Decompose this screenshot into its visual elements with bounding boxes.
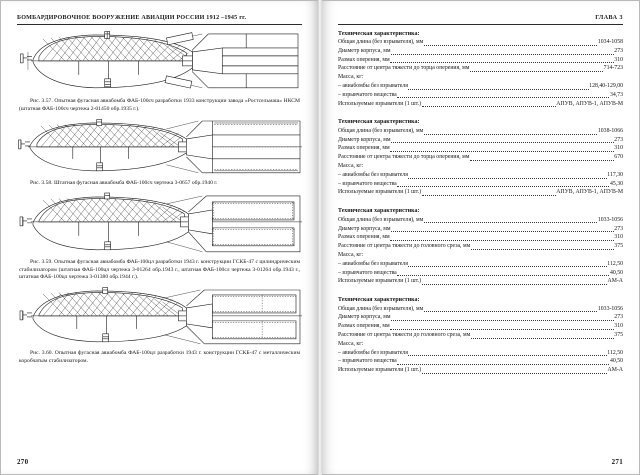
spec-value: 1038-1066 bbox=[597, 127, 623, 134]
spec-label: Размах оперения, мм bbox=[338, 145, 390, 152]
spec-leader-dots bbox=[390, 328, 614, 330]
spec-value: 273 bbox=[614, 47, 623, 54]
spec-label: Используемые взрыватели (1 шт.) bbox=[338, 367, 422, 374]
spec-row bbox=[338, 277, 623, 286]
running-head-right: ГЛАВА 3 bbox=[338, 15, 623, 25]
spec-row bbox=[338, 73, 623, 82]
spec-value: АМ-А bbox=[607, 367, 623, 374]
spec-leader-dots bbox=[391, 319, 614, 321]
spec-row bbox=[338, 153, 623, 162]
spec-block bbox=[338, 208, 623, 286]
spec-row bbox=[338, 366, 623, 375]
spec-leader-dots bbox=[424, 133, 598, 135]
spec-leader-dots bbox=[408, 354, 606, 356]
spec-label: Масса, кг: bbox=[338, 251, 364, 258]
page-number-left: 270 bbox=[17, 458, 29, 466]
spec-leader-dots bbox=[422, 194, 556, 196]
spec-value: АПУВ, АПУВ-1, АПУВ-М bbox=[556, 100, 623, 107]
spec-block-title: Техническая характеристика: bbox=[338, 297, 420, 304]
bomb-drawing-fab-100sch-1940 bbox=[17, 119, 302, 177]
spec-row bbox=[338, 313, 623, 322]
spec-label: – взрывчатого вещества bbox=[338, 358, 397, 365]
spec-leader-dots bbox=[424, 310, 598, 312]
spec-row bbox=[338, 38, 623, 47]
spec-row bbox=[338, 331, 623, 340]
spec-leader-dots bbox=[424, 44, 598, 46]
spec-label: – авиабомбы без взрывателя bbox=[338, 171, 408, 178]
spec-value: 112,50 bbox=[607, 260, 623, 267]
spec-block bbox=[338, 297, 623, 375]
spec-value: 310 bbox=[614, 234, 623, 241]
spec-label: – взрывчатого вещества bbox=[338, 180, 397, 187]
spec-row bbox=[338, 349, 623, 358]
spec-value: 112,50 bbox=[607, 349, 623, 356]
spec-row bbox=[338, 91, 623, 100]
spec-label: Общая длина (без взрывателя), мм bbox=[338, 305, 424, 312]
figure-caption-3-57: Рис. 3.57. Опытная фугасная авиабомба ФАБ-100сч разработки 1933 конструкции завода «Ростсельмаш» НКСМ (штатная ФАБ-100сч чертежа 2-01450 обр.1935 г.). bbox=[19, 98, 300, 112]
spec-leader-dots bbox=[390, 61, 614, 63]
spec-value: 1033-1056 bbox=[597, 305, 623, 312]
spec-row bbox=[338, 82, 623, 91]
spec-value: 117,30 bbox=[607, 171, 623, 178]
spec-label: Расстояние от центра тяжести до головного среза, мм bbox=[338, 332, 471, 339]
spec-label: Размах оперения, мм bbox=[338, 234, 390, 241]
spec-value: 1034-1058 bbox=[597, 39, 623, 45]
spec-row bbox=[338, 180, 623, 189]
figure-3-58 bbox=[17, 119, 302, 188]
figure-caption-3-58: Рис. 3.58. Штатная фугасная авиабомба ФАБ-100сч чертежа 3-0657 обр.1940 г. bbox=[30, 179, 218, 186]
spec-label: Используемые взрыватели (1 шт.) bbox=[338, 100, 422, 107]
spec-value: 310 bbox=[614, 56, 623, 63]
spec-leader-dots bbox=[391, 53, 614, 55]
spec-block-title: Техническая характеристика: bbox=[338, 30, 420, 37]
spec-value: 45,30 bbox=[609, 180, 623, 187]
bomb-drawing-fab-100sch-1933 bbox=[17, 30, 302, 96]
spec-label: – авиабомбы без взрывателя bbox=[338, 82, 408, 89]
spec-value: 40,50 bbox=[609, 358, 623, 365]
spec-row bbox=[338, 136, 623, 145]
spec-leader-dots bbox=[470, 159, 614, 161]
spec-row bbox=[338, 242, 623, 251]
spec-row bbox=[338, 269, 623, 278]
spec-leader-dots bbox=[470, 70, 603, 72]
spec-label: Масса, кг: bbox=[338, 340, 364, 347]
spec-row bbox=[338, 127, 623, 136]
spec-label: Общая длина (без взрывателя), мм bbox=[338, 127, 424, 134]
spec-leader-dots bbox=[391, 141, 614, 143]
spec-value: 273 bbox=[614, 136, 623, 143]
spec-value: 273 bbox=[614, 314, 623, 321]
bomb-drawing-fab-100cl-box-stabilizer bbox=[17, 287, 302, 347]
spec-value: 375 bbox=[614, 332, 623, 339]
spec-row bbox=[338, 188, 623, 197]
spec-label: Общая длина (без взрывателя), мм bbox=[338, 39, 424, 45]
spec-leader-dots bbox=[397, 185, 609, 187]
spec-row bbox=[338, 216, 623, 225]
spec-label: Диаметр корпуса, мм bbox=[338, 47, 391, 54]
spec-leader-dots bbox=[471, 248, 614, 250]
spec-label: Масса, кг: bbox=[338, 163, 364, 170]
spec-leader-dots bbox=[408, 177, 606, 179]
spec-label: Диаметр корпуса, мм bbox=[338, 225, 391, 232]
spec-value: 34,73 bbox=[609, 91, 623, 98]
figure-3-57 bbox=[17, 30, 302, 114]
spec-label: Размах оперения, мм bbox=[338, 56, 390, 63]
spec-value: 1033-1056 bbox=[597, 216, 623, 223]
spec-leader-dots bbox=[424, 221, 598, 223]
spec-leader-dots bbox=[422, 372, 607, 374]
spec-row bbox=[338, 171, 623, 180]
spec-leader-dots bbox=[422, 105, 556, 107]
spec-value: АПУВ, АПУВ-1, АПУВ-М bbox=[556, 189, 623, 196]
spec-row bbox=[338, 56, 623, 65]
spec-label: Используемые взрыватели (1 шт.) bbox=[338, 278, 422, 285]
bomb-drawing-fab-100cl-cylindrical bbox=[17, 192, 302, 256]
spec-row bbox=[338, 162, 623, 171]
spec-row bbox=[338, 357, 623, 366]
spec-value: 375 bbox=[614, 243, 623, 250]
spec-row bbox=[338, 225, 623, 234]
figure-3-59 bbox=[17, 192, 302, 282]
spec-label: Диаметр корпуса, мм bbox=[338, 136, 391, 143]
spec-value: 670 bbox=[614, 154, 623, 161]
spec-row bbox=[338, 322, 623, 331]
spec-label: Используемые взрыватели (1 шт.) bbox=[338, 189, 422, 196]
spec-label: Расстояние от центра тяжести до торца оперения, мм bbox=[338, 65, 470, 72]
spec-value: 128,40-129,00 bbox=[589, 82, 623, 89]
spec-value: АМ-А bbox=[607, 278, 623, 285]
spec-leader-dots bbox=[390, 150, 614, 152]
spec-row bbox=[338, 340, 623, 349]
spec-label: Общая длина (без взрывателя), мм bbox=[338, 216, 424, 223]
spec-leader-dots bbox=[397, 274, 609, 276]
specifications-container bbox=[338, 31, 623, 376]
spec-row bbox=[338, 100, 623, 109]
spec-label: Расстояние от центра тяжести до торца оперения, мм bbox=[338, 154, 470, 161]
spec-label: Масса, кг: bbox=[338, 74, 364, 81]
spec-leader-dots bbox=[408, 265, 606, 267]
spec-value: 40,50 bbox=[609, 269, 623, 276]
spec-row bbox=[338, 233, 623, 242]
spec-block bbox=[338, 119, 623, 197]
spec-value: 273 bbox=[614, 225, 623, 232]
spec-block-title: Техническая характеристика: bbox=[338, 208, 420, 215]
running-head-left: БОМБАРДИРОВОЧНОЕ ВООРУЖЕНИЕ АВИАЦИИ РОССИИ 1912 –1945 гг. bbox=[17, 15, 302, 25]
spec-leader-dots bbox=[408, 88, 588, 90]
spec-label: Размах оперения, мм bbox=[338, 323, 390, 330]
spec-leader-dots bbox=[397, 363, 609, 365]
spec-row bbox=[338, 305, 623, 314]
spec-leader-dots bbox=[390, 239, 614, 241]
spec-label: – взрывчатого вещества bbox=[338, 269, 397, 276]
spec-label: – взрывчатого вещества bbox=[338, 91, 397, 98]
figure-caption-3-60: Рис. 3.60. Опытная фугасная авиабомба ФАБ-100цл разработки 1943 г. конструкции ГСКБ-47 с металлическим коробчатым стабилизатором. bbox=[19, 349, 300, 364]
spec-row bbox=[338, 260, 623, 269]
right-page bbox=[322, 0, 640, 475]
spec-block bbox=[338, 31, 623, 109]
spec-value: 310 bbox=[614, 323, 623, 330]
figure-3-60 bbox=[17, 287, 302, 365]
spec-leader-dots bbox=[397, 96, 609, 98]
page-number-right: 271 bbox=[611, 458, 623, 466]
spec-row bbox=[338, 64, 623, 73]
spec-row bbox=[338, 251, 623, 260]
spec-leader-dots bbox=[422, 283, 607, 285]
spec-leader-dots bbox=[471, 337, 614, 339]
spec-label: Диаметр корпуса, мм bbox=[338, 314, 391, 321]
spec-leader-dots bbox=[391, 230, 614, 232]
spec-label: – авиабомбы без взрывателя bbox=[338, 349, 408, 356]
spec-value: 310 bbox=[614, 145, 623, 152]
spec-row bbox=[338, 47, 623, 56]
spec-label: – авиабомбы без взрывателя bbox=[338, 260, 408, 267]
spec-row bbox=[338, 144, 623, 153]
spec-value: 714-723 bbox=[603, 65, 623, 72]
figure-caption-3-59: Рис. 3.59. Опытная фугасная авиабомба ФАБ-100цл разработки 1943 г. конструкции ГСКБ-47 с цилиндрическим стабилизатором (штатная ФАБ-100цл чертежа 3-01264 обр.1943 г., штатная ФАБ-100сл чертежа 3-01264 обр.1943 г., штатная ФАБ-100цл чертежа 3-01380 обр.1944 г.). bbox=[19, 258, 300, 281]
left-page bbox=[0, 0, 318, 475]
spec-label: Расстояние от центра тяжести до головного среза, мм bbox=[338, 243, 471, 250]
spec-block-title: Техническая характеристика: bbox=[338, 119, 420, 126]
